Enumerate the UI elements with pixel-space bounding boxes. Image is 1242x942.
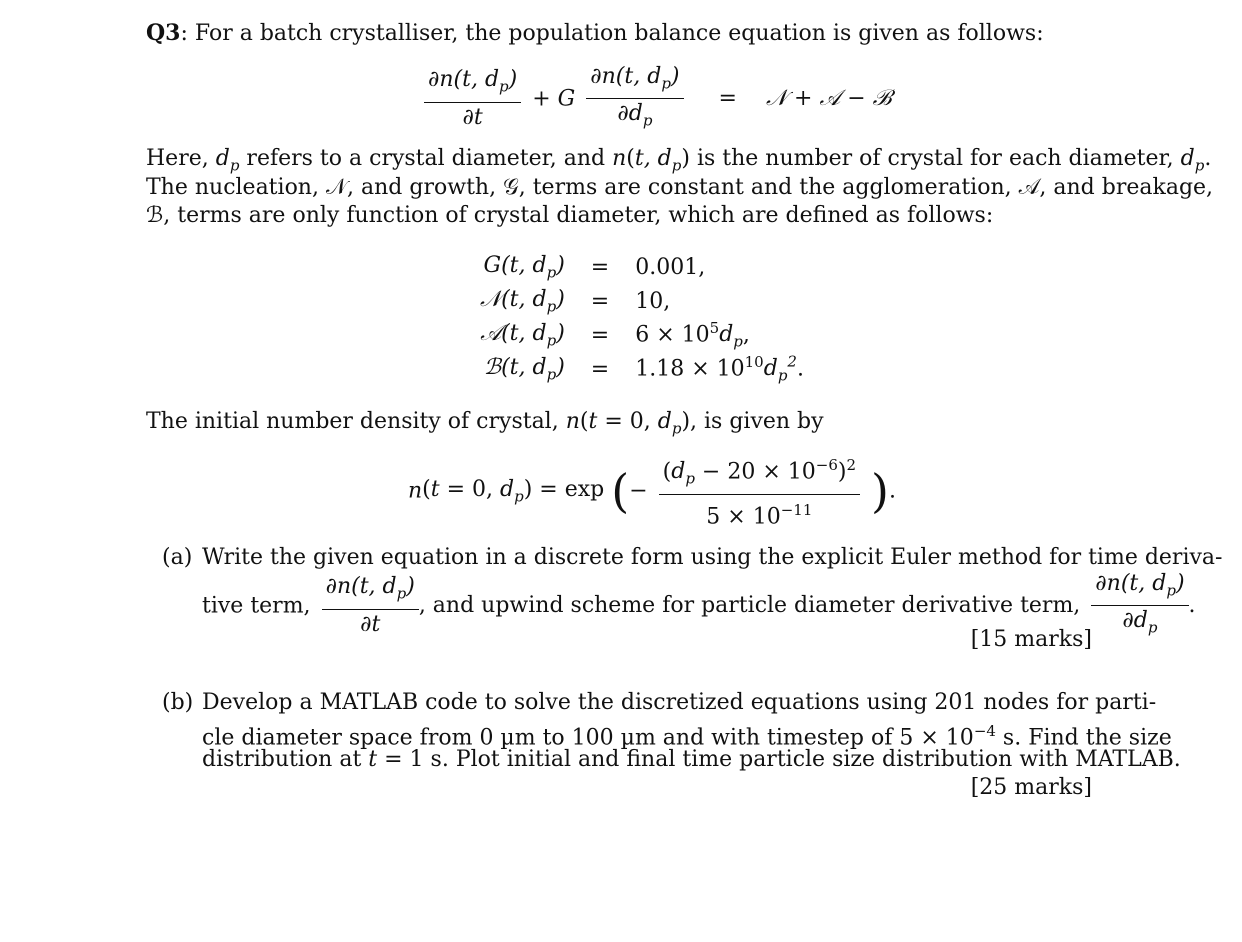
- part-a-marks: [15 marks]: [970, 627, 1092, 652]
- part-a-line2: tive term, $\frac{\partial n(t, d_p)}{\partial t}$ , and upwind scheme for particle diameter derivative term, $\frac{\partial n(t, d_p)}{\partial d_p}$ .: [202, 571, 1196, 641]
- part-a-label: (a): [162, 545, 193, 570]
- part-b-label: (b): [162, 690, 194, 715]
- part-a-line2-mid: , and upwind scheme for particle diameter derivative term,: [418, 593, 1081, 619]
- para1-line3: ℬ, terms are only function of crystal diameter, which are defined as follows:: [146, 203, 994, 228]
- part-b-marks: [25 marks]: [970, 775, 1092, 800]
- part-a-frac-time: $\frac{\partial n(t, d_p)}{\partial t}$: [322, 574, 419, 637]
- para2: The initial number density of crystal, n(t = 0, $d_p$), is given by: [146, 409, 824, 438]
- pbe-rhs: 𝒩 + 𝒜 − ℬ: [765, 86, 892, 112]
- question-label: Q3: [146, 20, 181, 46]
- question-header: [146, 19, 1044, 48]
- initial-frac: $\frac{(d_p - 20 \times 10^{-6})^2}{5 \times 10^{-11}}$: [659, 452, 860, 530]
- part-b-line2: cle diameter space from 0 µm to 100 µm and with timestep of $5 \times 10^{-4}$ s. Find the size: [202, 722, 1172, 751]
- pbe-frac-time: $\frac{\partial n(t, d_p)}{\partial t}$: [424, 67, 521, 130]
- part-a-frac-diameter: $\frac{\partial n(t, d_p)}{\partial d_p}$: [1091, 571, 1188, 641]
- definition-row: ℬ(t, $d_p$) = $1.18 \times 10^{10}d_p^2$.: [483, 353, 804, 385]
- part-a-line1: Write the given equation in a discrete form using the explicit Euler method for time deriva-: [202, 545, 1223, 570]
- part-b-line1: Develop a MATLAB code to solve the discretized equations using 201 nodes for parti-: [202, 690, 1157, 715]
- question-intro: : For a batch crystalliser, the population balance equation is given as follows:: [180, 21, 1044, 46]
- pbe-equation: $\frac{\partial n(t, d_p)}{\partial t}$ + G $\frac{\partial n(t, d_p)}{\partial d_p}$ = 𝒩 + 𝒜 − ℬ: [420, 64, 891, 134]
- para1-line2: The nucleation, 𝒩, and growth, 𝒢, terms are constant and the agglomeration, 𝒜, and breakage,: [146, 175, 1214, 200]
- part-a-line2-start: tive term,: [202, 593, 311, 619]
- pbe-frac-diameter: $\frac{\partial n(t, d_p)}{\partial d_p}$: [586, 64, 683, 134]
- para1-line1: Here, $d_p$ refers to a crystal diameter, and n(t, $d_p$) is the number of crystal for each diameter, $d_p$.: [146, 146, 1212, 175]
- definition-row: 𝒩(t, $d_p$) = 10,: [480, 286, 671, 316]
- part-b-line3: distribution at t = 1 s. Plot initial and final time particle size distribution with MATLAB.: [202, 747, 1181, 772]
- pbe-equals: =: [718, 86, 737, 112]
- initial-condition: n(t = 0, $d_p) = \exp$ (− $\frac{(d_p - 20 \times 10^{-6})^2}{5 \times 10^{-11}}$ ).: [408, 452, 896, 530]
- definition-row: G(t, $d_p$) = 0.001,: [483, 252, 706, 282]
- definition-row: 𝒜(t, $d_p$) = $6 \times 10^5d_p$,: [480, 319, 750, 351]
- definitions-table: [474, 250, 810, 386]
